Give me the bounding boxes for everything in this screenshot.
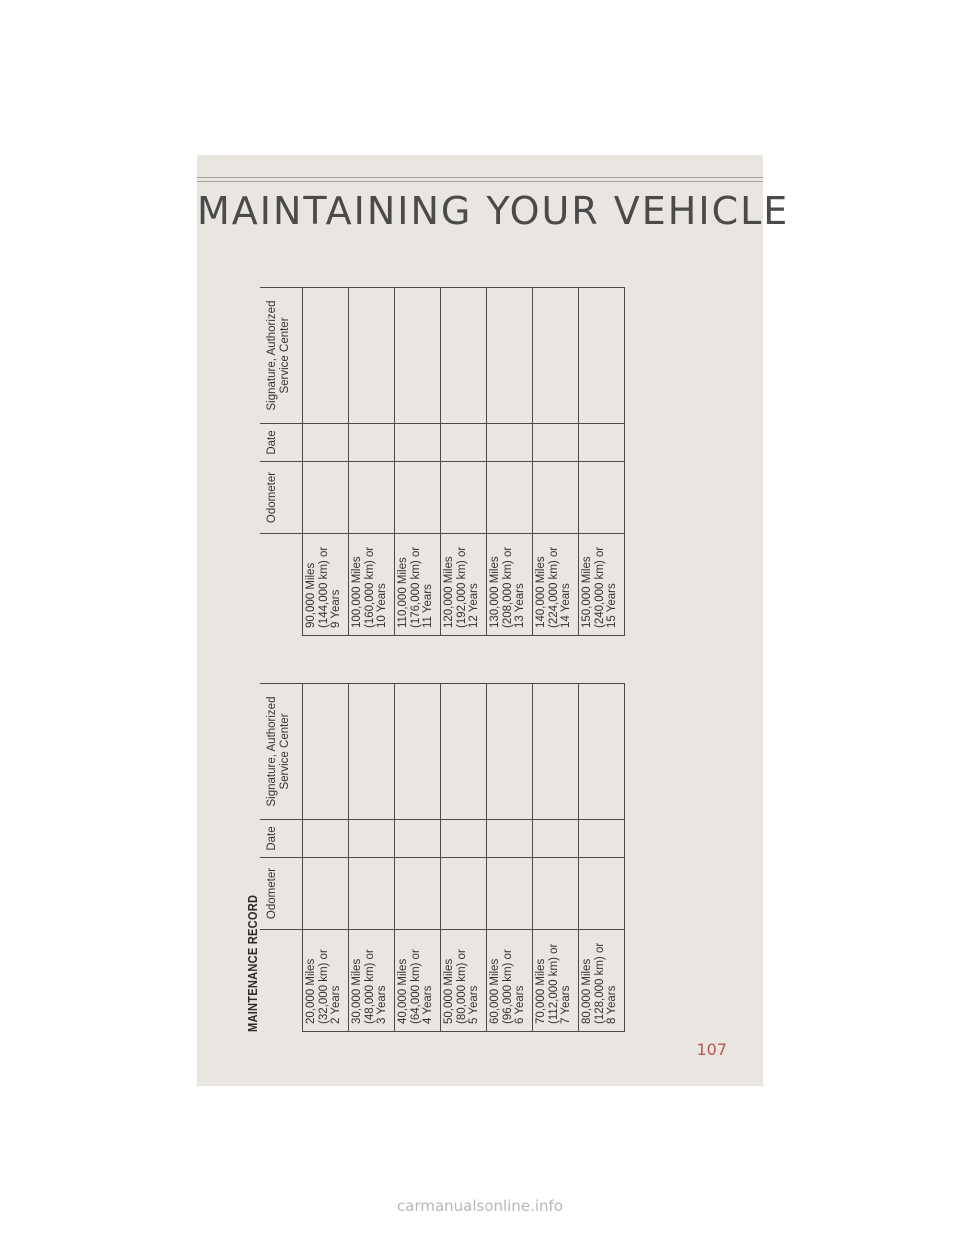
date-entry-cell[interactable] xyxy=(441,820,487,858)
signature-header: Signature, Authorized Service Center xyxy=(260,684,303,820)
service-interval-text: 150,000 Miles (240,000 km) or 15 Years xyxy=(581,546,618,628)
date-header: Date xyxy=(260,820,303,858)
date-entry-cell[interactable] xyxy=(533,424,579,462)
signature-entry-cell[interactable] xyxy=(303,288,349,424)
table-row xyxy=(579,288,625,636)
service-interval-cell xyxy=(441,534,487,636)
service-interval-text: 30,000 Miles (48,000 km) or 3 Years xyxy=(351,949,388,1024)
service-interval-text: 140,000 Miles (224,000 km) or 14 Years xyxy=(535,546,572,628)
table-row xyxy=(487,684,533,1032)
odometer-entry-cell[interactable] xyxy=(533,858,579,930)
service-interval-cell xyxy=(441,930,487,1032)
service-interval-text: 120,000 Miles (192,000 km) or 12 Years xyxy=(443,546,480,628)
date-header: Date xyxy=(260,424,303,462)
service-interval-text: 70,000 Miles (112,000 km) or 7 Years xyxy=(535,943,572,1024)
date-entry-cell[interactable] xyxy=(395,424,441,462)
signature-entry-cell[interactable] xyxy=(441,288,487,424)
service-interval-text: 20,000 Miles (32,000 km) or 2 Years xyxy=(305,949,342,1024)
service-interval-text: 80,000 Miles (128,000 km) or 8 Years xyxy=(581,942,618,1024)
signature-entry-cell[interactable] xyxy=(533,288,579,424)
chapter-title: MAINTAINING YOUR VEHICLE xyxy=(197,189,790,233)
odometer-entry-cell[interactable] xyxy=(487,462,533,534)
service-interval-text: 40,000 Miles (64,000 km) or 4 Years xyxy=(397,949,434,1024)
maintenance-table-1 xyxy=(260,683,625,1032)
odometer-entry-cell[interactable] xyxy=(349,462,395,534)
rotated-content xyxy=(245,232,705,1032)
maintenance-table-2 xyxy=(260,287,625,636)
table-row xyxy=(441,288,487,636)
date-entry-cell[interactable] xyxy=(533,820,579,858)
date-entry-cell[interactable] xyxy=(349,820,395,858)
odometer-entry-cell[interactable] xyxy=(487,858,533,930)
table-row xyxy=(579,684,625,1032)
odometer-entry-cell[interactable] xyxy=(303,858,349,930)
watermark-site: carmanualsonline.info xyxy=(397,1197,563,1215)
signature-entry-cell[interactable] xyxy=(487,684,533,820)
manual-page xyxy=(197,155,790,1086)
date-entry-cell[interactable] xyxy=(487,820,533,858)
date-entry-cell[interactable] xyxy=(487,424,533,462)
odometer-entry-cell[interactable] xyxy=(395,858,441,930)
date-entry-cell[interactable] xyxy=(441,424,487,462)
odometer-entry-cell[interactable] xyxy=(579,858,625,930)
odometer-header: Odometer xyxy=(260,858,303,930)
signature-header: Signature, Authorized Service Center xyxy=(260,288,303,424)
signature-entry-cell[interactable] xyxy=(487,288,533,424)
table-header-row xyxy=(260,288,303,636)
service-interval-text: 110,000 Miles (176,000 km) or 11 Years xyxy=(397,546,434,628)
service-interval-cell xyxy=(579,930,625,1032)
table-row xyxy=(349,288,395,636)
interval-header xyxy=(260,534,303,636)
date-entry-cell[interactable] xyxy=(303,820,349,858)
odometer-entry-cell[interactable] xyxy=(533,462,579,534)
header-rule-bottom xyxy=(197,181,763,182)
odometer-entry-cell[interactable] xyxy=(395,462,441,534)
interval-header xyxy=(260,930,303,1032)
service-interval-cell xyxy=(487,534,533,636)
table-row xyxy=(533,684,579,1032)
service-interval-cell xyxy=(533,930,579,1032)
date-entry-cell[interactable] xyxy=(395,820,441,858)
signature-entry-cell[interactable] xyxy=(395,288,441,424)
page-number: 107 xyxy=(696,1040,727,1059)
table-row xyxy=(303,288,349,636)
table-row xyxy=(533,288,579,636)
service-interval-cell xyxy=(395,930,441,1032)
odometer-entry-cell[interactable] xyxy=(303,462,349,534)
service-interval-cell xyxy=(533,534,579,636)
table-row xyxy=(487,288,533,636)
odometer-entry-cell[interactable] xyxy=(579,462,625,534)
service-interval-cell xyxy=(395,534,441,636)
odometer-header: Odometer xyxy=(260,462,303,534)
service-interval-text: 100,000 Miles (160,000 km) or 10 Years xyxy=(351,546,388,628)
service-interval-cell xyxy=(487,930,533,1032)
service-interval-cell xyxy=(303,930,349,1032)
signature-entry-cell[interactable] xyxy=(441,684,487,820)
signature-entry-cell[interactable] xyxy=(395,684,441,820)
table-row xyxy=(349,684,395,1032)
section-title: MAINTENANCE RECORD xyxy=(245,894,260,1032)
signature-entry-cell[interactable] xyxy=(349,684,395,820)
service-interval-text: 50,000 Miles (80,000 km) or 5 Years xyxy=(443,949,480,1024)
signature-entry-cell[interactable] xyxy=(533,684,579,820)
service-interval-cell xyxy=(349,534,395,636)
signature-entry-cell[interactable] xyxy=(349,288,395,424)
odometer-entry-cell[interactable] xyxy=(349,858,395,930)
date-entry-cell[interactable] xyxy=(579,820,625,858)
service-interval-cell xyxy=(349,930,395,1032)
odometer-entry-cell[interactable] xyxy=(441,462,487,534)
signature-entry-cell[interactable] xyxy=(303,684,349,820)
header-rule-top xyxy=(197,177,763,178)
odometer-entry-cell[interactable] xyxy=(441,858,487,930)
service-interval-text: 60,000 Miles (96,000 km) or 6 Years xyxy=(489,949,526,1024)
date-entry-cell[interactable] xyxy=(349,424,395,462)
service-interval-cell xyxy=(579,534,625,636)
signature-entry-cell[interactable] xyxy=(579,684,625,820)
service-interval-text: 90,000 Miles (144,000 km) or 9 Years xyxy=(305,546,342,628)
table-row xyxy=(441,684,487,1032)
table-row xyxy=(395,288,441,636)
date-entry-cell[interactable] xyxy=(579,424,625,462)
service-interval-text: 130,000 Miles (208,000 km) or 13 Years xyxy=(489,546,526,628)
table-row xyxy=(395,684,441,1032)
date-entry-cell[interactable] xyxy=(303,424,349,462)
table-header-row xyxy=(260,684,303,1032)
signature-entry-cell[interactable] xyxy=(579,288,625,424)
service-interval-cell xyxy=(303,534,349,636)
table-row xyxy=(303,684,349,1032)
